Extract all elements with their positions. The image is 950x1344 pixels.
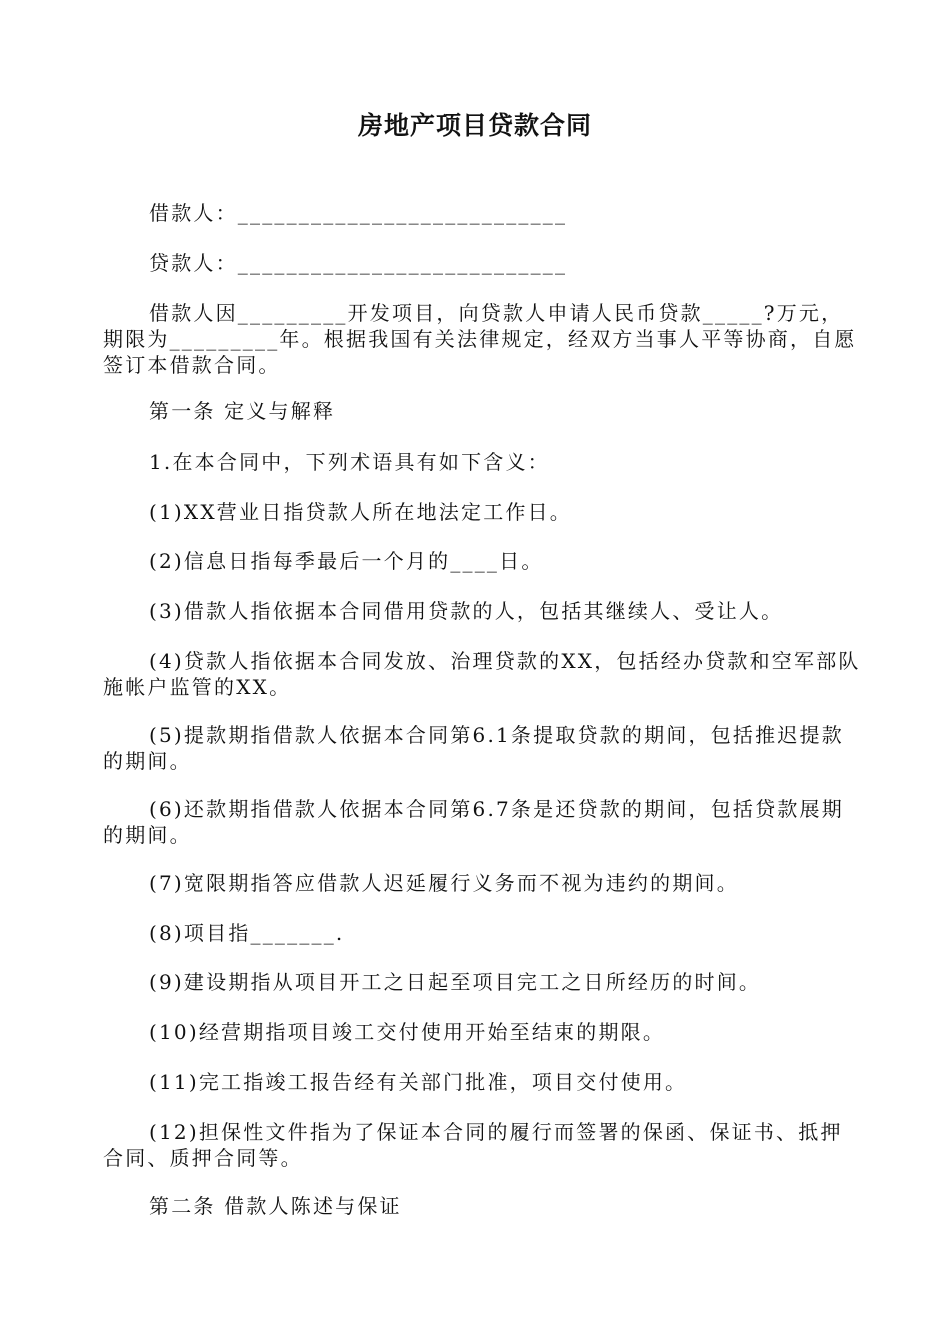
article-2-heading: 第二条 借款人陈述与保证 <box>149 1194 402 1218</box>
definition-item-2: (2)信息日指每季最后一个月的____日。 <box>149 549 544 573</box>
borrower-line: 借款人：___________________________ <box>149 201 568 225</box>
definition-item-4: (4)贷款人指依据本合同发放、治理贷款的XX，包括经办贷款和空军部队施帐户监管的XX。 <box>103 649 861 699</box>
definition-item-11: (11)完工指竣工报告经有关部门批准，项目交付使用。 <box>149 1070 688 1094</box>
clause-1-intro: 1.在本合同中，下列术语具有如下含义： <box>149 450 550 474</box>
definition-item-10: (10)经营期指项目竣工交付使用开始至结束的期限。 <box>149 1020 666 1044</box>
lender-line: 贷款人：___________________________ <box>149 251 568 275</box>
article-1-heading: 第一条 定义与解释 <box>149 399 336 423</box>
preamble-paragraph: 借款人因_________开发项目，向贷款人申请人民币贷款_____?万元，期限为_________年。根据我国有关法律规定，经双方当事人平等协商，自愿签订本借款合同。 <box>103 301 857 377</box>
document-title: 房地产项目贷款合同 <box>357 111 592 140</box>
definition-item-7: (7)宽限期指答应借款人迟延履行义务而不视为违约的期间。 <box>149 871 739 895</box>
definition-item-5: (5)提款期指借款人依据本合同第6.1条提取贷款的期间，包括推迟提款的期间。 <box>103 723 844 773</box>
definition-item-12: (12)担保性文件指为了保证本合同的履行而签署的保函、保证书、抵押合同、质押合同等。 <box>103 1120 843 1170</box>
definition-item-1: (1)XX营业日指贷款人所在地法定工作日。 <box>149 500 573 524</box>
definition-item-3: (3)借款人指依据本合同借用贷款的人，包括其继续人、受让人。 <box>149 599 784 623</box>
definition-item-6: (6)还款期指借款人依据本合同第6.7条是还贷款的期间，包括贷款展期的期间。 <box>103 797 844 847</box>
definition-item-9: (9)建设期指从项目开工之日起至项目完工之日所经历的时间。 <box>149 970 762 994</box>
definition-item-8: (8)项目指_______. <box>149 921 345 945</box>
